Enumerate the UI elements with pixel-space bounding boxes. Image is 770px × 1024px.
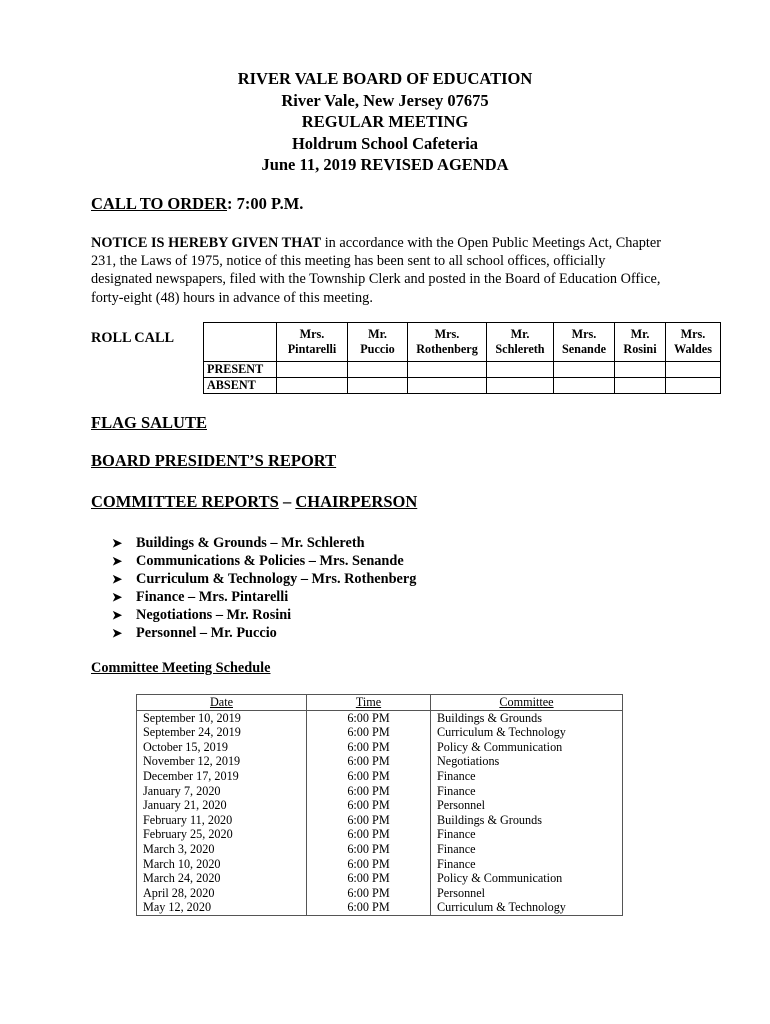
arrow-bullet-icon: ➤ [112,626,123,640]
committee-cell: Policy & Communication [431,871,623,886]
flag-salute-heading: FLAG SALUTE [91,413,207,432]
member-rosini [615,323,666,362]
roll-cell [554,378,615,394]
chairperson-label: CHAIRPERSON [295,492,418,511]
schedule-table [136,694,623,916]
time-cell: 6:00 PM [307,725,431,740]
table-row [137,857,623,872]
member-title: Mrs. [571,327,597,341]
arrow-bullet-icon: ➤ [112,554,123,568]
roll-cell [554,362,615,378]
time-cell: 6:00 PM [307,857,431,872]
member-rothenberg [408,323,487,362]
date-cell: December 17, 2019 [137,769,307,784]
table-row [137,813,623,828]
date-column-header: Date [137,695,307,711]
member-name: Rothenberg [416,342,478,356]
date-cell: September 24, 2019 [137,725,307,740]
member-title: Mrs. [434,327,460,341]
committee-item-label: Communications & Policies – Mrs. Senande [136,553,404,569]
member-name: Puccio [360,342,395,356]
time-cell: 6:00 PM [307,871,431,886]
roll-cell [408,362,487,378]
notice-paragraph [91,234,661,307]
member-senande [554,323,615,362]
board-location: River Vale, New Jersey 07675 [281,90,489,110]
table-row [137,725,623,740]
notice-body: in accordance with the Open Public Meetings Act, Chapter 231, the Laws of 1975, notice of this meeting has been sent to all school offices, officially designated newspapers, filed with the Township Clerk and posted in the Board of Education Office, forty-eight (48) hours in advance of this meeting. [91,235,661,306]
call-to-order-time: : 7:00 P.M. [227,194,304,213]
table-row [137,900,623,915]
arrow-bullet-icon: ➤ [112,590,123,604]
member-title: Mrs. [680,327,706,341]
table-row [137,754,623,769]
committee-cell: Buildings & Grounds [431,710,623,725]
committee-cell: Finance [431,857,623,872]
member-waldes [666,323,721,362]
roll-call-corner-cell [204,323,277,362]
roll-call-label: ROLL CALL [91,330,175,346]
member-pintarelli [277,323,348,362]
date-cell: February 11, 2020 [137,813,307,828]
meeting-venue: Holdrum School Cafeteria [291,133,479,153]
meeting-type: REGULAR MEETING [301,112,469,131]
date-cell: March 10, 2020 [137,857,307,872]
committee-cell: Finance [431,784,623,799]
document-header [0,68,770,176]
date-cell: April 28, 2020 [137,886,307,901]
roll-cell [348,378,408,394]
member-title: Mr. [630,327,650,341]
committee-item-label: Curriculum & Technology – Mrs. Rothenberg [136,571,417,587]
time-cell: 6:00 PM [307,754,431,769]
schedule-title: Committee Meeting Schedule [91,660,271,676]
committee-column-header: Committee [431,695,623,711]
list-item [112,552,416,570]
list-item [112,588,416,606]
date-cell: March 3, 2020 [137,842,307,857]
time-cell: 6:00 PM [307,813,431,828]
committee-list [112,534,416,642]
roll-cell [666,362,721,378]
committee-reports-label: COMMITTEE REPORTS [91,492,279,511]
roll-cell [408,378,487,394]
roll-cell [666,378,721,394]
table-row [137,798,623,813]
president-report-heading: BOARD PRESIDENT’S REPORT [91,451,337,470]
time-column-header: Time [307,695,431,711]
date-cell: September 10, 2019 [137,710,307,725]
member-title: Mrs. [299,327,325,341]
committee-cell: Buildings & Grounds [431,813,623,828]
member-name: Senande [561,342,607,356]
member-schlereth [487,323,554,362]
member-puccio [348,323,408,362]
roll-call-header-row [204,323,721,362]
table-row [137,886,623,901]
member-name: Schlereth [495,342,545,356]
arrow-bullet-icon: ➤ [112,608,123,622]
table-row [137,842,623,857]
table-row [137,740,623,755]
member-title: Mr. [368,327,387,341]
member-name: Pintarelli [287,342,337,356]
committee-item-label: Negotiations – Mr. Rosini [136,607,292,623]
roll-cell [615,362,666,378]
committee-reports-heading [91,492,417,512]
table-row [137,769,623,784]
date-cell: January 21, 2020 [137,798,307,813]
committee-item-label: Buildings & Grounds – Mr. Schlereth [136,535,365,551]
time-cell: 6:00 PM [307,740,431,755]
roll-cell [487,362,554,378]
table-row [137,710,623,725]
table-row [137,871,623,886]
table-row [137,784,623,799]
committee-dash: – [278,492,296,511]
date-cell: November 12, 2019 [137,754,307,769]
committee-cell: Personnel [431,886,623,901]
date-cell: May 12, 2020 [137,900,307,915]
time-cell: 6:00 PM [307,886,431,901]
time-cell: 6:00 PM [307,710,431,725]
list-item [112,570,416,588]
board-name: RIVER VALE BOARD OF EDUCATION [237,69,533,88]
committee-cell: Curriculum & Technology [431,900,623,915]
date-cell: February 25, 2020 [137,827,307,842]
committee-cell: Finance [431,827,623,842]
roll-call-present-row [204,362,721,378]
meeting-date: June 11, 2019 REVISED AGENDA [261,155,509,174]
committee-cell: Finance [431,842,623,857]
roll-call-table [203,322,721,394]
committee-item-label: Personnel – Mr. Puccio [136,625,277,641]
list-item [112,624,416,642]
call-to-order-label: CALL TO ORDER [91,194,228,213]
call-to-order-heading [91,194,303,214]
arrow-bullet-icon: ➤ [112,536,123,550]
date-cell: October 15, 2019 [137,740,307,755]
roll-cell [277,362,348,378]
list-item [112,534,416,552]
committee-cell: Personnel [431,798,623,813]
roll-cell [615,378,666,394]
arrow-bullet-icon: ➤ [112,572,123,586]
time-cell: 6:00 PM [307,784,431,799]
notice-lead: NOTICE IS HEREBY GIVEN THAT [91,235,322,251]
committee-cell: Finance [431,769,623,784]
time-cell: 6:00 PM [307,827,431,842]
table-row [137,827,623,842]
roll-cell [348,362,408,378]
time-cell: 6:00 PM [307,798,431,813]
absent-label: ABSENT [204,378,277,394]
committee-cell: Negotiations [431,754,623,769]
roll-cell [277,378,348,394]
list-item [112,606,416,624]
roll-cell [487,378,554,394]
member-name: Rosini [623,342,657,356]
member-name: Waldes [674,342,712,356]
time-cell: 6:00 PM [307,842,431,857]
date-cell: March 24, 2020 [137,871,307,886]
time-cell: 6:00 PM [307,900,431,915]
present-label: PRESENT [204,362,277,378]
schedule-header-row [137,695,623,711]
member-title: Mr. [510,327,530,341]
committee-cell: Policy & Communication [431,740,623,755]
committee-item-label: Finance – Mrs. Pintarelli [136,589,289,605]
time-cell: 6:00 PM [307,769,431,784]
roll-call-absent-row [204,378,721,394]
committee-cell: Curriculum & Technology [431,725,623,740]
date-cell: January 7, 2020 [137,784,307,799]
